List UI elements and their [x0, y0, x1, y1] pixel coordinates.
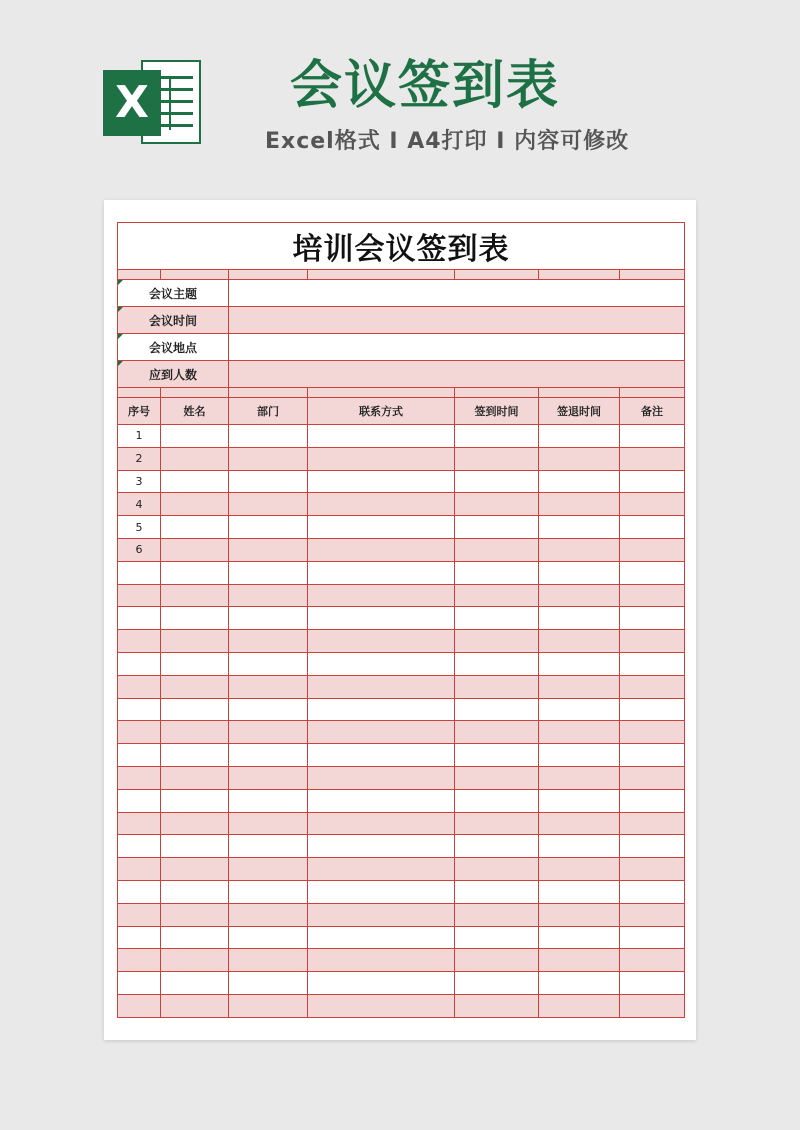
table-cell[interactable] [308, 858, 455, 881]
row-number-cell [118, 675, 161, 698]
table-cell[interactable] [229, 675, 308, 698]
row-number-cell [118, 926, 161, 949]
column-header: 联系方式 [308, 398, 455, 425]
table-cell[interactable] [161, 447, 229, 470]
table-cell[interactable] [308, 835, 455, 858]
row-number-cell [118, 789, 161, 812]
table-cell[interactable] [229, 538, 308, 561]
table-row [118, 789, 685, 812]
table-cell[interactable] [620, 561, 685, 584]
page-title: 会议签到表 [290, 56, 561, 116]
table-cell[interactable] [539, 630, 620, 653]
table-cell[interactable] [455, 972, 539, 995]
row-number-cell [118, 812, 161, 835]
table-cell[interactable] [539, 812, 620, 835]
table-cell[interactable] [229, 584, 308, 607]
column-header: 部门 [229, 398, 308, 425]
table-cell[interactable] [620, 789, 685, 812]
table-cell[interactable] [308, 447, 455, 470]
table-cell[interactable] [620, 584, 685, 607]
table-cell[interactable] [620, 698, 685, 721]
row-number-cell [118, 607, 161, 630]
table-cell[interactable] [455, 584, 539, 607]
table-cell[interactable] [308, 721, 455, 744]
table-row [118, 835, 685, 858]
table-cell[interactable] [455, 470, 539, 493]
table-cell[interactable] [161, 470, 229, 493]
table-cell[interactable] [455, 447, 539, 470]
table-cell[interactable] [308, 584, 455, 607]
table-cell[interactable] [455, 721, 539, 744]
table-cell[interactable] [229, 903, 308, 926]
info-label: 会议时间 [118, 307, 229, 334]
table-cell[interactable] [308, 789, 455, 812]
spacer-row [118, 388, 685, 398]
table-row [118, 972, 685, 995]
table-cell[interactable] [620, 903, 685, 926]
table-row [118, 538, 685, 561]
row-number-cell [118, 561, 161, 584]
table-cell[interactable] [539, 675, 620, 698]
table-cell[interactable] [539, 926, 620, 949]
table-row [118, 607, 685, 630]
table-cell[interactable] [620, 766, 685, 789]
table-cell[interactable] [620, 926, 685, 949]
table-cell[interactable] [539, 766, 620, 789]
table-cell[interactable] [620, 538, 685, 561]
table-cell[interactable] [620, 812, 685, 835]
table-cell[interactable] [161, 516, 229, 539]
table-cell[interactable] [308, 561, 455, 584]
column-header: 签退时间 [539, 398, 620, 425]
table-cell[interactable] [539, 972, 620, 995]
table-cell[interactable] [539, 584, 620, 607]
table-cell[interactable] [308, 926, 455, 949]
table-cell[interactable] [161, 538, 229, 561]
table-cell[interactable] [455, 538, 539, 561]
table-cell[interactable] [229, 607, 308, 630]
table-cell[interactable] [229, 789, 308, 812]
table-cell[interactable] [455, 630, 539, 653]
table-cell[interactable] [161, 652, 229, 675]
info-row-attendance [118, 361, 685, 388]
page-subtitle: Excel格式 I A4打印 I 内容可修改 [265, 129, 630, 154]
table-row [118, 516, 685, 539]
table-row [118, 994, 685, 1017]
column-header: 序号 [118, 398, 161, 425]
table-cell[interactable] [161, 607, 229, 630]
table-cell[interactable] [539, 652, 620, 675]
table-cell[interactable] [308, 607, 455, 630]
table-row [118, 766, 685, 789]
table-cell[interactable] [229, 926, 308, 949]
info-value-field[interactable] [229, 361, 685, 388]
table-cell[interactable] [620, 630, 685, 653]
table-cell[interactable] [161, 835, 229, 858]
row-number-cell: 5 [118, 516, 161, 539]
table-cell[interactable] [161, 880, 229, 903]
table-row [118, 926, 685, 949]
column-header: 备注 [620, 398, 685, 425]
table-row [118, 561, 685, 584]
table-cell[interactable] [308, 880, 455, 903]
row-number-cell [118, 858, 161, 881]
table-row [118, 493, 685, 516]
table-cell[interactable] [308, 675, 455, 698]
table-cell[interactable] [308, 493, 455, 516]
row-number-cell [118, 584, 161, 607]
table-row [118, 744, 685, 767]
row-number-cell [118, 994, 161, 1017]
row-number-cell [118, 744, 161, 767]
excel-logo-icon [103, 60, 203, 144]
row-number-cell [118, 949, 161, 972]
table-cell[interactable] [620, 470, 685, 493]
info-row-topic [118, 280, 685, 307]
table-row [118, 470, 685, 493]
table-cell[interactable] [308, 994, 455, 1017]
table-cell[interactable] [620, 994, 685, 1017]
table-cell[interactable] [308, 972, 455, 995]
table-cell[interactable] [539, 744, 620, 767]
table-cell[interactable] [455, 903, 539, 926]
table-cell[interactable] [161, 425, 229, 448]
table-cell[interactable] [308, 652, 455, 675]
table-cell[interactable] [455, 789, 539, 812]
table-row [118, 880, 685, 903]
row-number-cell [118, 652, 161, 675]
table-cell[interactable] [455, 607, 539, 630]
table-cell[interactable] [539, 949, 620, 972]
table-cell[interactable] [161, 903, 229, 926]
table-cell[interactable] [229, 766, 308, 789]
table-cell[interactable] [539, 447, 620, 470]
table-cell[interactable] [620, 516, 685, 539]
table-cell[interactable] [620, 675, 685, 698]
table-cell[interactable] [539, 789, 620, 812]
sheet-paper [104, 200, 696, 1040]
info-row-location [118, 334, 685, 361]
table-cell[interactable] [455, 675, 539, 698]
table-cell[interactable] [455, 516, 539, 539]
table-row [118, 675, 685, 698]
table-cell[interactable] [455, 858, 539, 881]
info-row-time [118, 307, 685, 334]
table-row [118, 812, 685, 835]
table-cell[interactable] [161, 493, 229, 516]
table-cell[interactable] [229, 994, 308, 1017]
table-row [118, 858, 685, 881]
form-title: 培训会议签到表 [118, 223, 685, 270]
table-cell[interactable] [455, 880, 539, 903]
table-cell[interactable] [455, 561, 539, 584]
table-cell[interactable] [455, 812, 539, 835]
table-cell[interactable] [539, 698, 620, 721]
table-cell[interactable] [229, 972, 308, 995]
table-cell[interactable] [539, 561, 620, 584]
table-cell[interactable] [161, 721, 229, 744]
table-cell[interactable] [161, 994, 229, 1017]
table-cell[interactable] [229, 721, 308, 744]
table-cell[interactable] [539, 903, 620, 926]
table-row [118, 584, 685, 607]
sign-in-form [117, 222, 684, 1018]
table-cell[interactable] [308, 470, 455, 493]
table-cell[interactable] [229, 516, 308, 539]
row-number-cell: 3 [118, 470, 161, 493]
table-cell[interactable] [308, 630, 455, 653]
table-row [118, 949, 685, 972]
table-cell[interactable] [539, 425, 620, 448]
table-cell[interactable] [308, 698, 455, 721]
table-cell[interactable] [308, 538, 455, 561]
table-cell[interactable] [161, 675, 229, 698]
column-header: 姓名 [161, 398, 229, 425]
table-cell[interactable] [161, 698, 229, 721]
table-cell[interactable] [229, 630, 308, 653]
table-cell[interactable] [455, 926, 539, 949]
spacer-row [118, 270, 685, 280]
table-cell[interactable] [620, 835, 685, 858]
row-number-cell [118, 721, 161, 744]
table-row [118, 652, 685, 675]
table-cell[interactable] [620, 425, 685, 448]
table-cell[interactable] [229, 858, 308, 881]
table-row [118, 721, 685, 744]
sign-in-table [117, 222, 685, 1018]
table-cell[interactable] [308, 766, 455, 789]
table-cell[interactable] [620, 493, 685, 516]
table-cell[interactable] [539, 538, 620, 561]
row-number-cell [118, 630, 161, 653]
table-cell[interactable] [308, 425, 455, 448]
table-cell[interactable] [229, 493, 308, 516]
table-cell[interactable] [455, 425, 539, 448]
table-cell[interactable] [229, 425, 308, 448]
table-cell[interactable] [308, 744, 455, 767]
column-header: 签到时间 [455, 398, 539, 425]
table-header-row [118, 398, 685, 425]
table-cell[interactable] [620, 607, 685, 630]
header-banner [0, 0, 800, 200]
table-row [118, 630, 685, 653]
table-cell[interactable] [455, 835, 539, 858]
table-cell[interactable] [161, 584, 229, 607]
table-cell[interactable] [161, 766, 229, 789]
table-cell[interactable] [161, 561, 229, 584]
table-cell[interactable] [620, 949, 685, 972]
table-cell[interactable] [161, 789, 229, 812]
info-value-field[interactable] [229, 280, 685, 307]
info-label: 会议地点 [118, 334, 229, 361]
table-cell[interactable] [455, 493, 539, 516]
table-cell[interactable] [161, 744, 229, 767]
row-number-cell [118, 880, 161, 903]
table-cell[interactable] [620, 744, 685, 767]
table-cell[interactable] [620, 721, 685, 744]
table-cell[interactable] [161, 812, 229, 835]
excel-logo-letter: X [103, 70, 161, 136]
table-cell[interactable] [229, 880, 308, 903]
table-cell[interactable] [229, 744, 308, 767]
info-value-field[interactable] [229, 307, 685, 334]
table-cell[interactable] [229, 812, 308, 835]
table-cell[interactable] [455, 698, 539, 721]
table-cell[interactable] [539, 880, 620, 903]
table-cell[interactable] [620, 447, 685, 470]
table-row [118, 698, 685, 721]
table-row [118, 425, 685, 448]
table-cell[interactable] [229, 949, 308, 972]
table-cell[interactable] [455, 766, 539, 789]
table-cell[interactable] [229, 652, 308, 675]
table-cell[interactable] [161, 858, 229, 881]
table-cell[interactable] [229, 835, 308, 858]
table-cell[interactable] [308, 812, 455, 835]
table-cell[interactable] [539, 835, 620, 858]
table-row [118, 447, 685, 470]
table-row [118, 903, 685, 926]
table-cell[interactable] [455, 949, 539, 972]
info-label: 会议主题 [118, 280, 229, 307]
row-number-cell: 6 [118, 538, 161, 561]
table-cell[interactable] [229, 698, 308, 721]
table-cell[interactable] [620, 972, 685, 995]
table-cell[interactable] [539, 470, 620, 493]
table-cell[interactable] [308, 903, 455, 926]
table-cell[interactable] [620, 880, 685, 903]
info-label: 应到人数 [118, 361, 229, 388]
row-number-cell: 1 [118, 425, 161, 448]
table-cell[interactable] [539, 858, 620, 881]
table-cell[interactable] [620, 858, 685, 881]
row-number-cell [118, 698, 161, 721]
table-cell[interactable] [161, 949, 229, 972]
table-cell[interactable] [161, 630, 229, 653]
table-cell[interactable] [308, 516, 455, 539]
table-cell[interactable] [455, 744, 539, 767]
table-cell[interactable] [229, 447, 308, 470]
info-value-field[interactable] [229, 334, 685, 361]
table-cell[interactable] [620, 652, 685, 675]
row-number-cell [118, 903, 161, 926]
table-cell[interactable] [455, 994, 539, 1017]
table-cell[interactable] [539, 607, 620, 630]
row-number-cell [118, 766, 161, 789]
table-cell[interactable] [161, 926, 229, 949]
table-cell[interactable] [539, 516, 620, 539]
row-number-cell: 4 [118, 493, 161, 516]
table-cell[interactable] [539, 721, 620, 744]
table-cell[interactable] [161, 972, 229, 995]
table-cell[interactable] [308, 949, 455, 972]
table-cell[interactable] [455, 652, 539, 675]
table-cell[interactable] [229, 561, 308, 584]
row-number-cell [118, 835, 161, 858]
table-cell[interactable] [229, 470, 308, 493]
row-number-cell: 2 [118, 447, 161, 470]
table-cell[interactable] [539, 994, 620, 1017]
row-number-cell [118, 972, 161, 995]
table-cell[interactable] [539, 493, 620, 516]
